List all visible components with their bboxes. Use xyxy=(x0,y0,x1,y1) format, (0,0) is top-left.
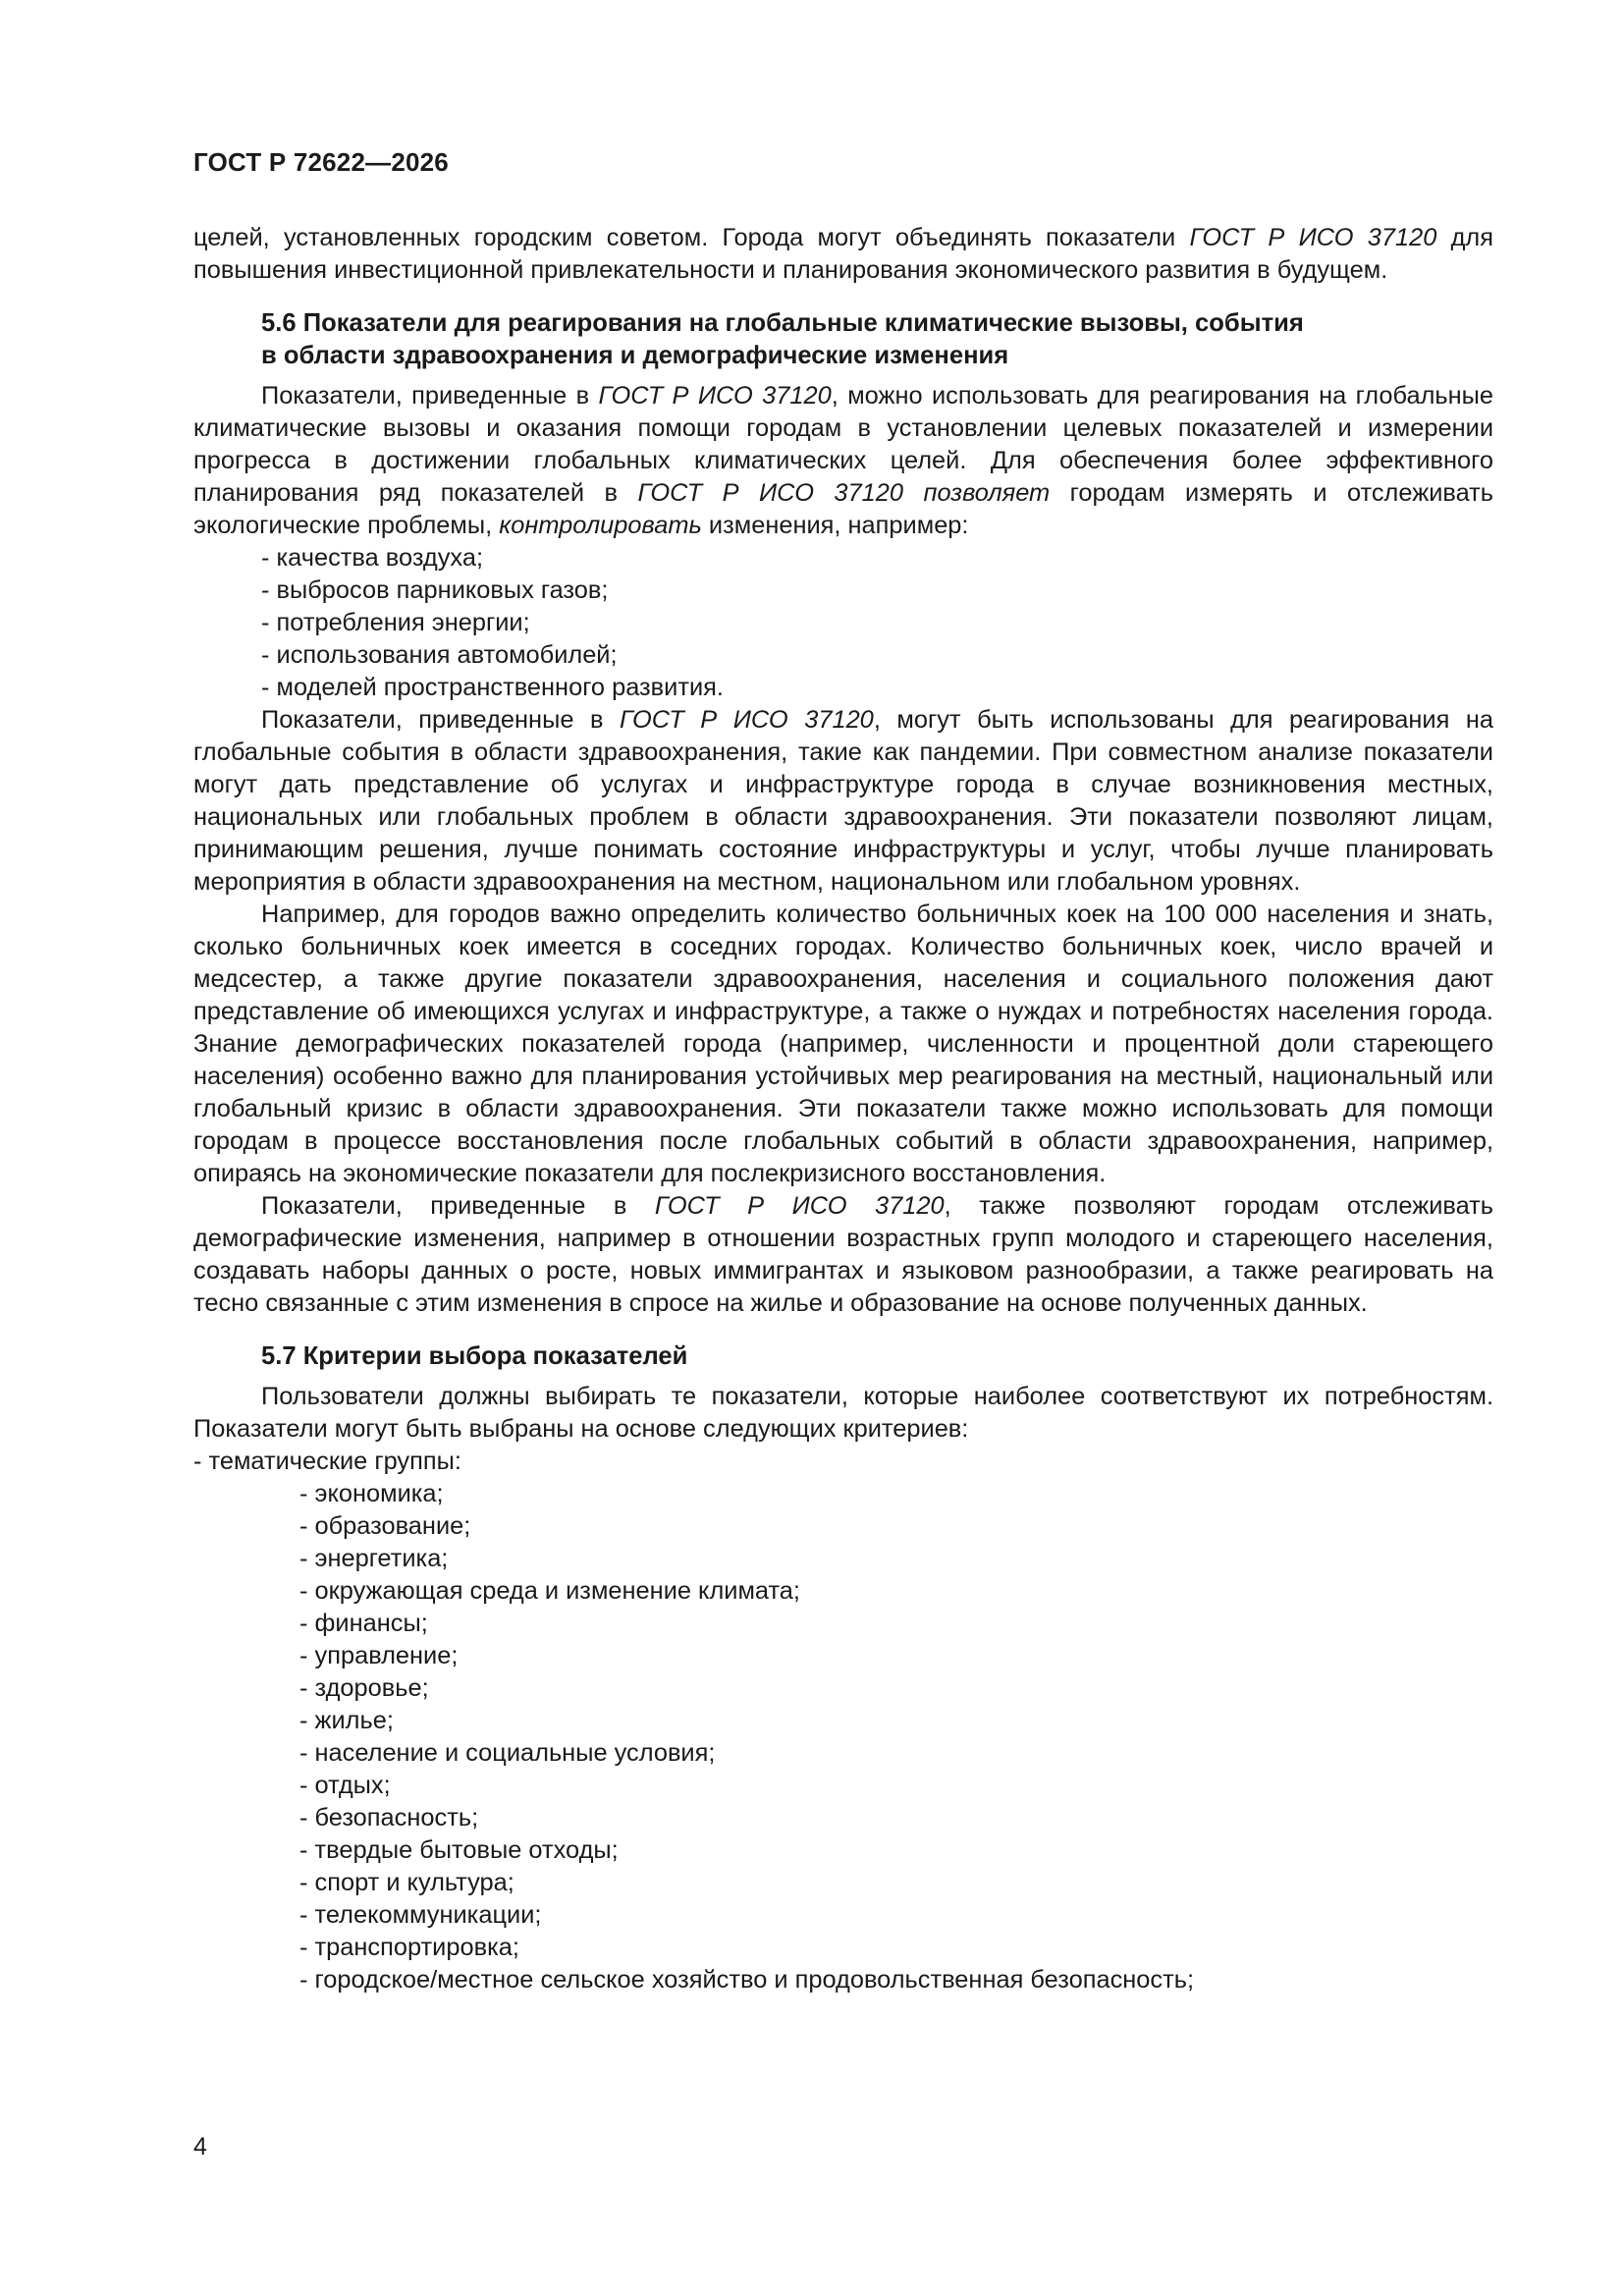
standard-reference: ГОСТ Р ИСО 37120 позволяет xyxy=(637,479,1051,507)
list-item: - выбросов парниковых газов; xyxy=(261,576,609,604)
sub-list-item: - энергетика; xyxy=(299,1545,449,1572)
paragraph: Например, для городов важно определить количество больничных коек на 100 000 населения и знать, сколько больничных коек имеется в соседних городах. Количество больничных коек, число врачей и медсестер, а также другие показатели здравоохранения, населения и социального положения дают представление об имеющихся услугах и инфраструктуре, а также о нуждах и потребностях населения города. Знание демографических показателей города (например, численности и процентной доли стареющего населения) особенно важно для планирования устойчивых мер реагирования на местный, национальный или глобальный кризис в области здравоохранения. Эти показатели также можно использовать для помощи городам в процессе восстановления после глобальных событий в области здравоохранения, например, опираясь на экономические показатели для послекризисного восстановления. xyxy=(193,901,1493,1187)
page-number: 4 xyxy=(193,2133,207,2160)
paragraph xyxy=(193,704,1493,899)
text-run: Показатели, приведенные в xyxy=(261,382,599,410)
sub-list-item: - телекоммуникации; xyxy=(299,1901,542,1929)
text-run: , можно использовать для реагирования на глобальные климатические вызовы и оказания помощи городам в установлении целевых показателей и измерении прогресса в достижении глобальных климатических целей. Для обеспечения более эффективного планирования ряд показателей в xyxy=(193,382,1494,507)
sub-list-item: - твердые бытовые отходы; xyxy=(299,1836,619,1864)
emphasis: контролировать xyxy=(499,512,702,539)
sub-list-item: - безопасность; xyxy=(299,1804,479,1831)
heading-line: в области здравоохранения и демографические изменения xyxy=(261,342,1009,369)
section-5-6-heading xyxy=(193,307,1493,372)
continuation-paragraph xyxy=(193,222,1493,287)
sub-list-item: - отдых; xyxy=(299,1772,391,1799)
sub-list-item: - финансы; xyxy=(299,1610,428,1637)
sub-list-item: - население и социальные условия; xyxy=(299,1739,716,1767)
document-body xyxy=(193,222,1493,1996)
list-item: - использования автомобилей; xyxy=(261,641,618,669)
standard-reference: ГОСТ Р ИСО 37120 xyxy=(654,1192,945,1220)
text-run: целей, установленных городским советом. Города могут объединять показатели xyxy=(193,224,1190,251)
sub-list-item: - транспортировка; xyxy=(299,1934,519,1961)
sub-list-item: - управление; xyxy=(299,1642,459,1669)
standard-reference: ГОСТ Р ИСО 37120 xyxy=(1189,224,1437,251)
sub-list-item: - окружающая среда и изменение климата; xyxy=(299,1577,800,1605)
sub-list-item: - образование; xyxy=(299,1512,471,1540)
text-run: Показатели, приведенные в xyxy=(261,706,620,734)
list-item-text: - тематические группы: xyxy=(193,1448,461,1475)
document-code-header: ГОСТ Р 72622—2026 xyxy=(193,147,449,177)
list-item: - потребления энергии; xyxy=(261,609,530,636)
standard-reference: ГОСТ Р ИСО 37120 xyxy=(620,706,874,734)
standard-reference: ГОСТ Р ИСО 37120 xyxy=(598,382,832,410)
paragraph xyxy=(193,1190,1493,1320)
text-run: , также позволяют городам отслеживать демографические изменения, например в отношении возрастных групп молодого и стареющего населения, создавать наборы данных о росте, новых иммигрантах и языковом разнообразии, а также реагировать на тесно связанные с этим изменения в спросе на жилье и образование на основе полученных данных. xyxy=(193,1192,1494,1317)
text-run: изменения, например: xyxy=(701,512,969,539)
sub-list-item: - жилье; xyxy=(299,1707,394,1734)
heading-line: 5.6 Показатели для реагирования на глобальные климатические вызовы, события xyxy=(261,309,1304,337)
list-item xyxy=(193,1446,1493,1478)
sub-list-item: - городское/местное сельское хозяйство и продовольственная безопасность; xyxy=(299,1966,1195,1994)
section-5-7-heading: 5.7 Критерии выбора показателей xyxy=(261,1342,688,1370)
text-run: Показатели, приведенные в xyxy=(261,1192,655,1220)
paragraph: Пользователи должны выбирать те показатели, которые наиболее соответствуют их потребностям. Показатели могут быть выбраны на основе следующих критериев: xyxy=(193,1383,1493,1443)
text-run: для повышения инвестиционной привлекательности и планирования экономического развития в будущем. xyxy=(193,224,1494,284)
paragraph xyxy=(193,380,1493,542)
text-run: городам измерять и отслеживать экологические проблемы, xyxy=(193,479,1493,539)
list-item: - моделей пространственного развития. xyxy=(261,674,724,701)
list-item: - качества воздуха; xyxy=(261,544,484,572)
sub-list-item: - спорт и культура; xyxy=(299,1869,514,1896)
sub-list-item: - здоровье; xyxy=(299,1674,429,1702)
text-run: , могут быть использованы для реагирования на глобальные события в области здравоохранения, такие как пандемии. При совместном анализе показатели могут дать представление об услугах и инфраструктуре города в случае возникновения местных, национальных или глобальных проблем в области здравоохранения. Эти показатели позволяют лицам, принимающим решения, лучше понимать состояние инфраструктуры и услуг, чтобы лучше планировать мероприятия в области здравоохранения на местном, национальном или глобальном уровнях. xyxy=(193,706,1493,896)
sub-list-item: - экономика; xyxy=(299,1480,444,1507)
